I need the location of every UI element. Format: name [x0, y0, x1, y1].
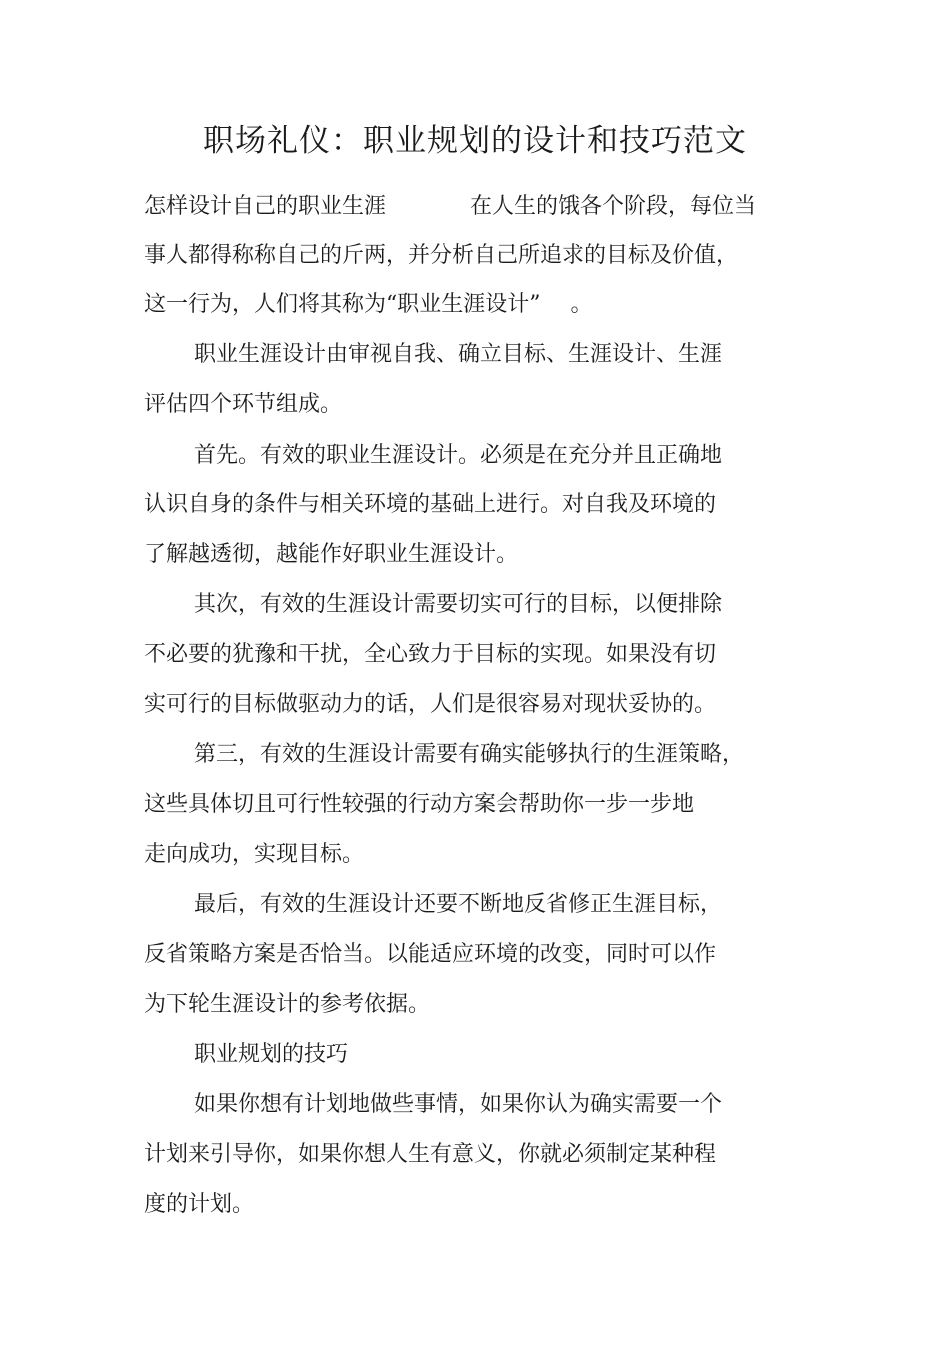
paragraph-line: 职业生涯设计由审视自我、确立目标、生涯设计、生涯 — [194, 342, 723, 367]
paragraph-line: 认识自身的条件与相关环境的基础上进行。对自我及环境的 — [144, 492, 717, 517]
paragraph-line: 事人都得称称自己的斤两，并分析自己所追求的目标及价值， — [144, 243, 739, 268]
line-segment: 怎样设计自己的职业生涯 — [144, 194, 387, 219]
paragraph-line: 反省策略方案是否恰当。以能适应环境的改变，同时可以作 — [144, 942, 717, 967]
paragraph-line — [144, 290, 593, 320]
paragraph-line: 首先。有效的职业生涯设计。必须是在充分并且正确地 — [194, 443, 723, 468]
paragraph-line: 不必要的犹豫和干扰，全心致力于目标的实现。如果没有切 — [144, 642, 717, 667]
paragraph-line: 计划来引导你，如果你想人生有意义，你就必须制定某种程 — [144, 1142, 717, 1167]
paragraph-line: 如果你想有计划地做些事情，如果你认为确实需要一个 — [194, 1092, 723, 1117]
paragraph-line: 走向成功，实现目标。 — [144, 842, 365, 867]
paragraph-line — [144, 192, 756, 222]
paragraph-line: 最后，有效的生涯设计还要不断地反省修正生涯目标， — [194, 892, 723, 917]
paragraph-line: 第三，有效的生涯设计需要有确实能够执行的生涯策略， — [194, 742, 745, 767]
paragraph-line: 实可行的目标做驱动力的话，人们是很容易对现状妥协的。 — [144, 692, 717, 717]
paragraph-line: 了解越透彻，越能作好职业生涯设计。 — [144, 542, 519, 567]
paragraph-line: 这些具体切且可行性较强的行动方案会帮助你一步一步地 — [144, 792, 695, 817]
line-segment: 这一行为，人们将其称为“职业生涯设计” — [144, 292, 541, 317]
paragraph-line: 度的计划。 — [144, 1192, 255, 1217]
line-segment: 。 — [570, 292, 593, 317]
paragraph-line: 其次，有效的生涯设计需要切实可行的目标，以便排除 — [194, 592, 723, 617]
section-heading: 职业规划的技巧 — [194, 1042, 349, 1067]
line-segment: 在人生的饿各个阶段，每位当 — [470, 194, 757, 219]
document-title: 职场礼仪：职业规划的设计和技巧范文 — [203, 123, 747, 159]
paragraph-line: 为下轮生涯设计的参考依据。 — [144, 992, 431, 1017]
paragraph-line: 评估四个环节组成。 — [144, 392, 343, 417]
